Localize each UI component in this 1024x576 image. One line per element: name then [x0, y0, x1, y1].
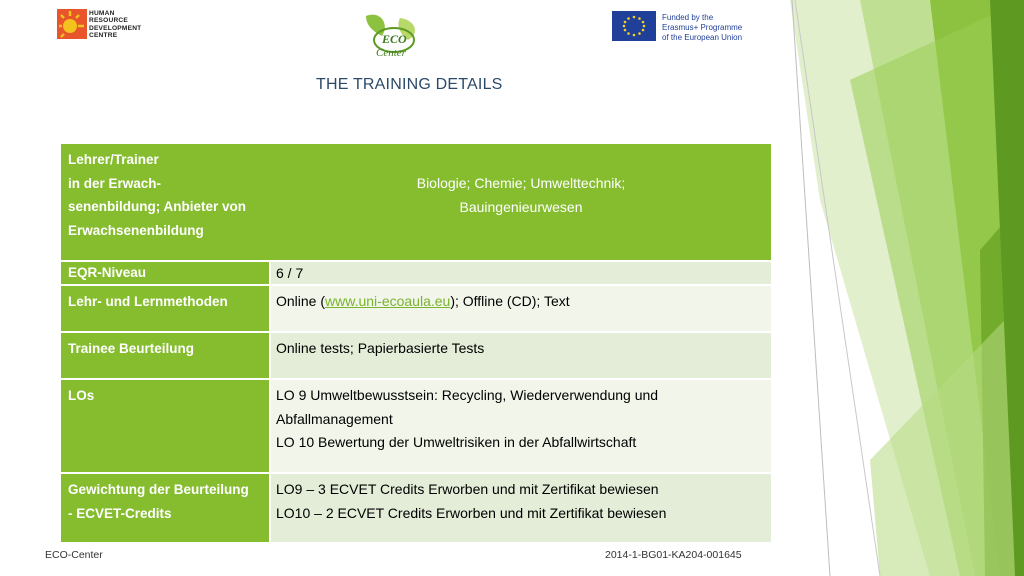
row-label: Gewichtung der Beurteilung - ECVET-Credits: [61, 474, 269, 542]
svg-text:Center: Center: [376, 47, 406, 59]
row-value: 6 / 7: [271, 262, 771, 284]
footer-left: ECO-Center: [45, 549, 103, 561]
hrdc-sun-icon: [57, 9, 87, 39]
row-label: EQR-Niveau: [61, 262, 269, 284]
row-label: Lehr- und Lernmethoden: [61, 286, 269, 331]
row-value: Online tests; Papierbasierte Tests: [271, 333, 771, 378]
table-row: [61, 380, 771, 472]
row-value: LO9 – 3 ECVET Credits Erworben und mit Zertifikat bewiesen LO10 – 2 ECVET Credits Erworben und mit Zertifikat bewiesen: [271, 474, 771, 542]
ecoaula-link[interactable]: www.uni-ecoaula.eu: [325, 293, 451, 309]
row-value: Online (www.uni-ecoaula.eu); Offline (CD); Text: [271, 286, 771, 331]
slide-title: THE TRAINING DETAILS: [316, 76, 503, 93]
table-row: [61, 474, 771, 542]
table-row: [61, 144, 771, 260]
table-row: [61, 286, 771, 331]
table-row: [61, 333, 771, 378]
row-value: Biologie; Chemie; Umwelttechnik; Bauingenieurwesen: [416, 175, 626, 215]
row-label: Trainee Beurteilung: [61, 333, 269, 378]
row-label: Lehrer/Trainer in der Erwach- senenbildung; Anbieter von Erwachsenenbildung: [68, 152, 247, 238]
row-label: LOs: [61, 380, 269, 472]
eu-flag-icon: [612, 11, 656, 41]
eco-center-logo: [360, 10, 424, 62]
table-row: [61, 262, 771, 284]
eu-erasmus-logo: [612, 11, 762, 43]
eu-funding-text: Funded by the Erasmus+ Programme of the European Union: [662, 13, 743, 42]
row-value: LO 9 Umweltbewusstsein: Recycling, Wiederverwendung und Abfallmanagement LO 10 Bewertung der Umweltrisiken in der Abfallwirtschaft: [271, 380, 771, 472]
hrdc-logo: [57, 9, 167, 43]
footer-right: 2014-1-BG01-KA204-001645: [605, 549, 742, 561]
svg-text:ECO: ECO: [382, 32, 407, 46]
hrdc-logo-text: HUMAN RESOURCE DEVELOPMENT CENTRE: [89, 10, 142, 40]
